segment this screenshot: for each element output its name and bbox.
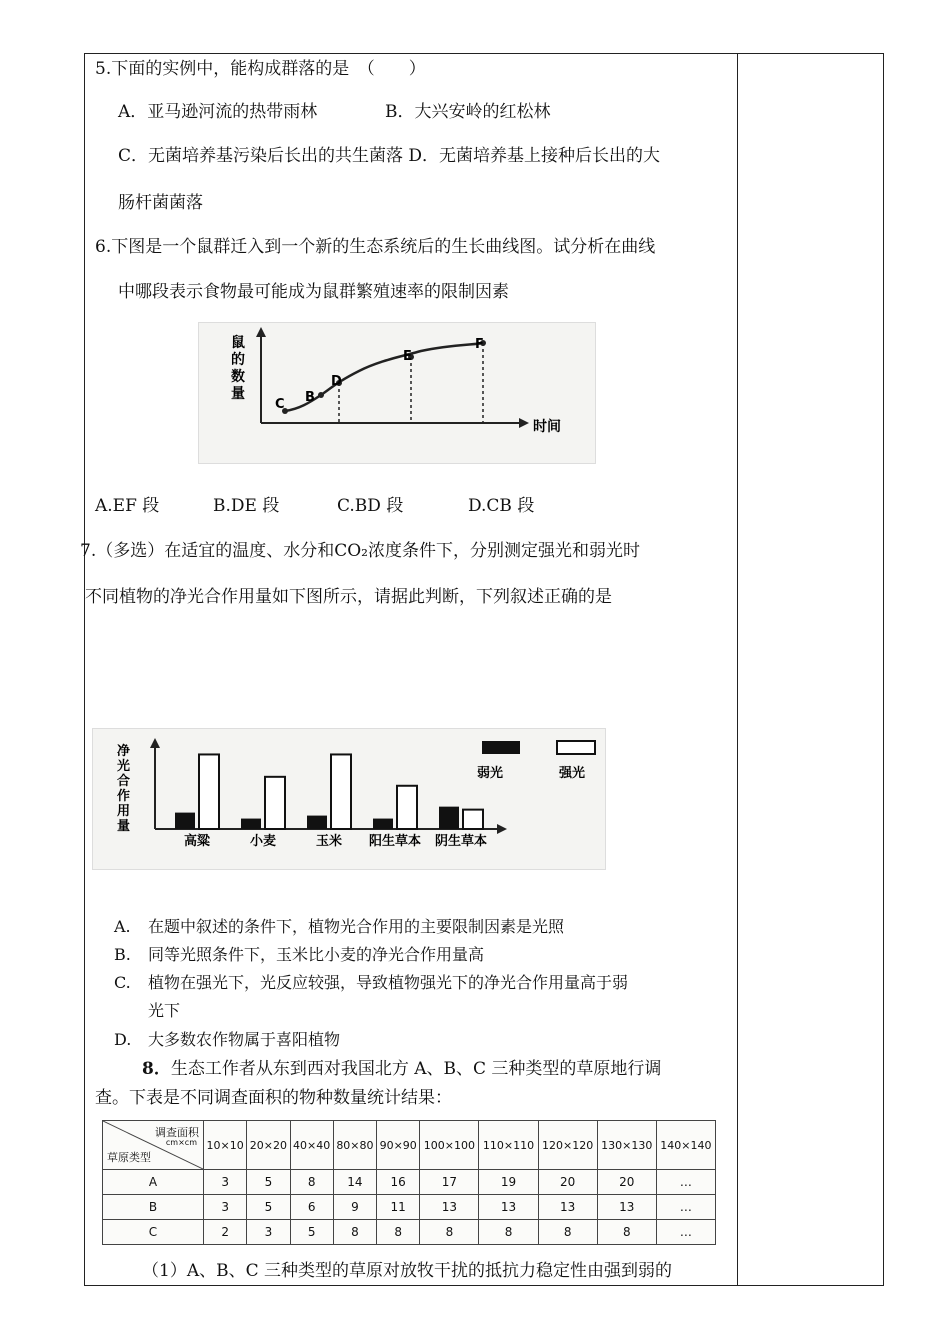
table-cell: …	[656, 1170, 715, 1195]
q7-option-d-text: 大多数农作物属于喜阳植物	[148, 1030, 341, 1049]
legend-strong-label: 强光	[559, 766, 586, 781]
table-cell: 5	[247, 1195, 290, 1220]
table-cell: 8	[333, 1220, 376, 1245]
corner-bottom-label: 草原类型	[107, 1151, 151, 1164]
table-cell: 5	[290, 1220, 333, 1245]
q7-ylabel-char: 作	[117, 789, 131, 804]
point-label-e: E	[403, 349, 412, 364]
column-header: 80×80	[333, 1121, 376, 1170]
table-cell: 19	[479, 1170, 538, 1195]
legend-weak-label: 弱光	[477, 766, 504, 781]
category-label: 高粱	[183, 834, 211, 849]
q5-option-d-cont: 肠杆菌菌落	[118, 193, 203, 213]
species-count-table	[102, 1120, 716, 1245]
row-label: B	[103, 1195, 204, 1220]
table-cell: 13	[420, 1195, 479, 1220]
q7-x-arrow	[497, 824, 507, 834]
table-cell: 20	[538, 1170, 597, 1195]
q7-option-c-cont: 光下	[148, 1001, 181, 1020]
legend-strong-swatch	[557, 741, 595, 754]
table-cell: 20	[597, 1170, 656, 1195]
point-label-b: B	[305, 390, 315, 405]
q7-option-b-text: 同等光照条件下，玉米比小麦的净光合作用量高	[148, 945, 485, 964]
bar-weak-light	[373, 819, 393, 829]
bar-weak-light	[175, 813, 195, 829]
category-label: 小麦	[249, 834, 277, 849]
corner-top-label: 调查面积	[155, 1126, 199, 1139]
q5-stem: 5.下面的实例中，能构成群落的是 （ ）	[95, 59, 426, 79]
bar-weak-light	[307, 816, 327, 829]
mouse-growth-curve-svg	[199, 323, 595, 463]
q7-stem-line1: 7.（多选）在适宜的温度、水分和CO₂浓度条件下，分别测定强光和弱光时	[80, 541, 640, 561]
table-cell: 16	[377, 1170, 420, 1195]
q7-stem-line2: 不同植物的净光合作用量如下图所示，请据此判断，下列叙述正确的是	[85, 587, 612, 607]
column-divider	[737, 53, 738, 1286]
q8-stem-line1	[142, 1058, 661, 1080]
category-label: 玉米	[315, 834, 343, 849]
row-label: C	[103, 1220, 204, 1245]
column-header: 140×140	[656, 1121, 715, 1170]
table-cell: 13	[479, 1195, 538, 1220]
table-header-row	[103, 1121, 716, 1170]
q8-number: 8．	[142, 1059, 171, 1079]
table-cell: 5	[247, 1170, 290, 1195]
point-label-c: C	[275, 397, 285, 412]
table-cell: 14	[333, 1170, 376, 1195]
q6-stem-line1: 6.下图是一个鼠群迁入到一个新的生态系统后的生长曲线图。试分析在曲线	[95, 237, 656, 257]
row-label: A	[103, 1170, 204, 1195]
q7-y-arrow	[150, 738, 160, 748]
q6-option-b: B.DE 段	[213, 496, 280, 516]
table-cell: 8	[420, 1220, 479, 1245]
category-labels	[184, 833, 487, 849]
q7-option-a-letter: A.	[114, 917, 131, 936]
table-row	[103, 1170, 716, 1195]
q5-option-cd: C．无菌培养基污染后长出的共生菌落 D．无菌培养基上接种后长出的大	[118, 146, 661, 166]
corner-unit-label: cm×cm	[165, 1138, 197, 1147]
q7-option-a-text: 在题中叙述的条件下，植物光合作用的主要限制因素是光照	[148, 917, 565, 936]
table-cell: 8	[377, 1220, 420, 1245]
table-cell: 11	[377, 1195, 420, 1220]
q6-ylabel-char: 数	[231, 369, 245, 385]
table-cell: 3	[247, 1220, 290, 1245]
photosynthesis-bar-chart	[93, 729, 605, 869]
q7-ylabel-char: 用	[117, 804, 131, 819]
mouse-growth-figure	[198, 322, 596, 464]
table-cell: 13	[538, 1195, 597, 1220]
q6-ylabel-char: 鼠	[231, 335, 245, 351]
q6-y-arrow	[256, 327, 266, 337]
table-cell: 8	[290, 1170, 333, 1195]
bar-strong-light	[265, 777, 285, 829]
q5-option-a: A．亚马逊河流的热带雨林	[118, 102, 318, 122]
column-header: 100×100	[420, 1121, 479, 1170]
q6-option-a: A.EF 段	[95, 496, 160, 516]
point-label-d: D	[331, 374, 342, 389]
table-cell: …	[656, 1220, 715, 1245]
bar-strong-light	[331, 754, 351, 829]
q6-option-d: D.CB 段	[468, 496, 535, 516]
table-row	[103, 1220, 716, 1245]
bar-strong-light	[199, 754, 219, 829]
q6-stem-line2: 中哪段表示食物最可能成为鼠群繁殖速率的限制因素	[118, 282, 509, 302]
table-row	[103, 1195, 716, 1220]
table-cell: 3	[204, 1170, 247, 1195]
q7-option-c-letter: C.	[114, 973, 131, 992]
table-cell: 6	[290, 1195, 333, 1220]
table-cell: 3	[204, 1195, 247, 1220]
table-cell: 8	[538, 1220, 597, 1245]
q7-option-b-letter: B.	[114, 945, 131, 964]
point-b	[318, 392, 324, 398]
table-cell: 8	[479, 1220, 538, 1245]
q6-xlabel: 时间	[533, 419, 561, 435]
table-cell: 8	[597, 1220, 656, 1245]
column-header: 40×40	[290, 1121, 333, 1170]
photosynthesis-figure	[92, 728, 606, 870]
q5-option-b: B．大兴安岭的红松林	[385, 102, 551, 122]
table-corner-cell	[103, 1121, 204, 1170]
bar-strong-light	[397, 786, 417, 829]
column-header: 10×10	[204, 1121, 247, 1170]
bar-weak-light	[439, 807, 459, 829]
bars-group	[175, 754, 483, 829]
q7-ylabel-char: 合	[117, 774, 131, 789]
point-label-f: F	[475, 337, 484, 352]
table-cell: 9	[333, 1195, 376, 1220]
q7-ylabel-char: 光	[117, 759, 131, 774]
table-cell: …	[656, 1195, 715, 1220]
q6-x-arrow	[519, 418, 529, 428]
q7-option-c-text: 植物在强光下，光反应较强，导致植物强光下的净光合作用量高于弱	[148, 973, 629, 992]
category-label: 阴生草本	[434, 834, 488, 849]
table-cell: 13	[597, 1195, 656, 1220]
bar-weak-light	[241, 819, 261, 829]
table-cell: 2	[204, 1220, 247, 1245]
legend-weak-swatch	[482, 741, 520, 754]
q6-option-c: C.BD 段	[337, 496, 404, 516]
q7-option-d-letter: D.	[114, 1030, 132, 1049]
table-cell: 17	[420, 1170, 479, 1195]
bar-strong-light	[463, 810, 483, 829]
q6-ylabel-char: 量	[231, 386, 245, 402]
q7-ylabel-char: 量	[117, 819, 131, 834]
column-header: 130×130	[597, 1121, 656, 1170]
q8-stem-line2: 查。下表是不同调查面积的物种数量统计结果：	[95, 1088, 452, 1108]
column-header: 20×20	[247, 1121, 290, 1170]
q6-ylabel-char: 的	[231, 352, 245, 368]
column-header: 90×90	[377, 1121, 420, 1170]
category-label: 阳生草本	[368, 834, 422, 849]
q7-ylabel-char: 净	[117, 744, 131, 759]
column-header: 110×110	[479, 1121, 538, 1170]
q8-sub1: （1）A、B、C 三种类型的草原对放牧干扰的抵抗力稳定性由强到弱的	[142, 1261, 672, 1281]
growth-curve	[285, 343, 485, 411]
column-header: 120×120	[538, 1121, 597, 1170]
q8-stem-text: 生态工作者从东到西对我国北方 A、B、C 三种类型的草原地行调	[170, 1059, 662, 1079]
